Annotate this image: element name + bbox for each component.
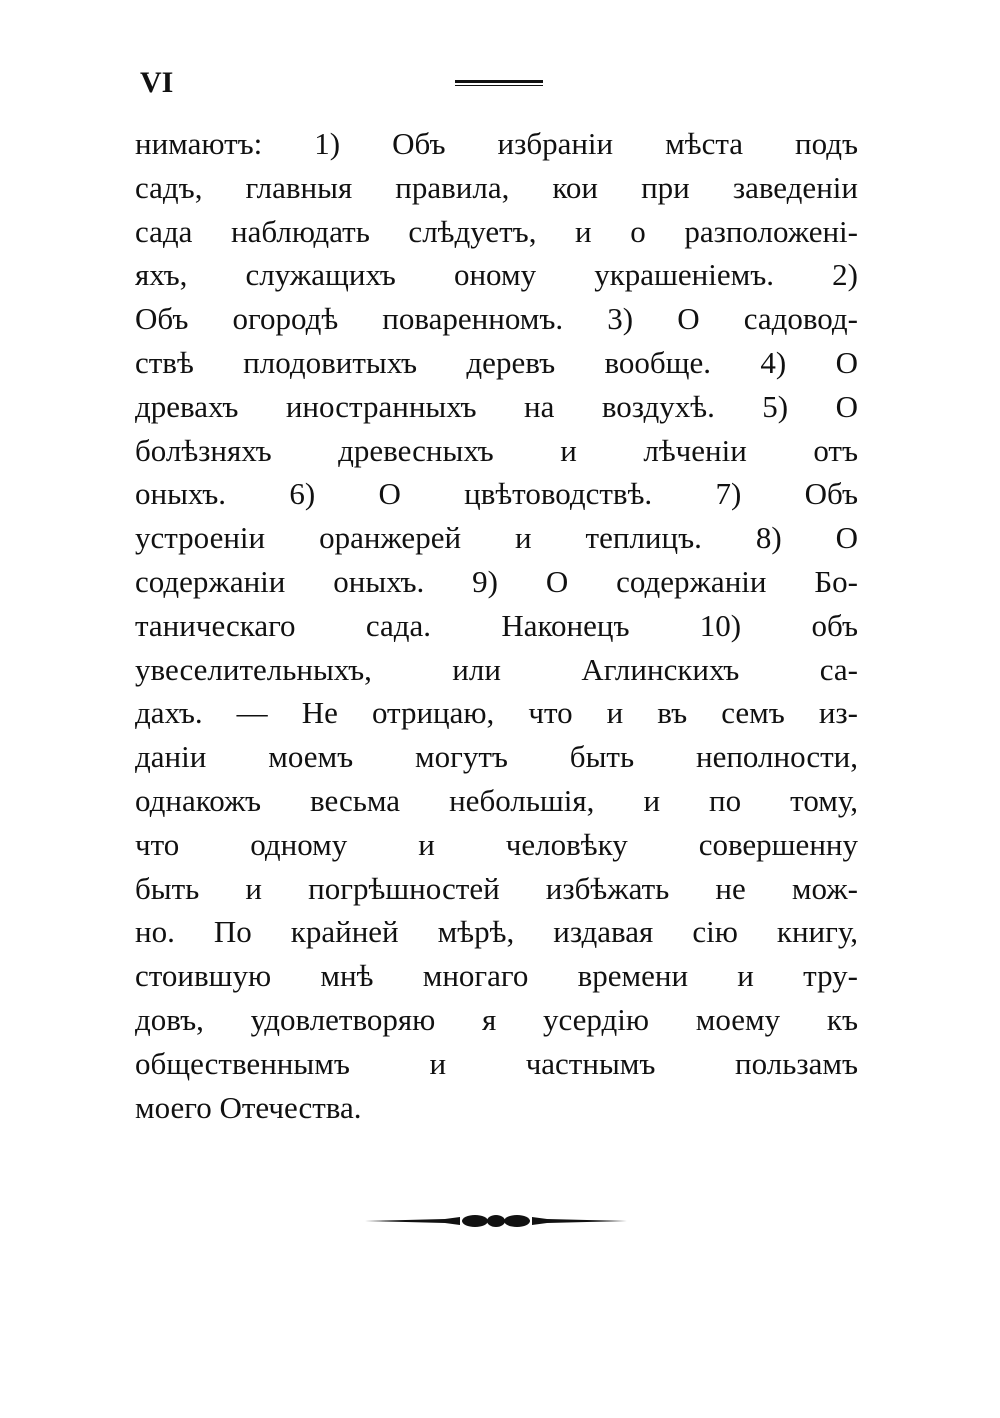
text-line: моего Отечества. (135, 1089, 362, 1125)
tailpiece-ornament (365, 1212, 627, 1230)
text-line: Объ огородѣ поваренномъ. 3) О садовод- (135, 301, 858, 337)
text-line: нимаютъ: 1) Объ избраніи мѣста подъ (135, 126, 858, 161)
text-line: дахъ. — Не отрицаю, что и въ семъ из- (135, 695, 858, 731)
text-line: стоившую мнѣ многаго времени и тру- (135, 958, 858, 994)
text-line: древахъ иностранныхъ на воздухѣ. 5) О (135, 388, 858, 424)
text-line: даніи моемъ могутъ быть неполности, (135, 739, 858, 775)
header-rule (455, 80, 543, 88)
text-line: быть и погрѣшностей избѣжать не мож- (135, 870, 858, 906)
text-line: оныхъ. 6) О цвѣтоводствѣ. 7) Объ (135, 476, 858, 512)
text-line: содержаніи оныхъ. 9) О содержаніи Бо- (135, 563, 858, 599)
text-line: что одному и человѣку совершенну (135, 826, 858, 862)
text-line: но. По крайней мѣрѣ, издавая сію книгу, (135, 914, 858, 950)
text-line: таническаго сада. Наконецъ 10) объ (135, 607, 858, 643)
body-text (135, 122, 858, 1129)
text-line: увеселительныхъ, или Аглинскихъ са- (135, 651, 858, 687)
text-line: садъ, главныя правила, кои при заведеніи (135, 169, 858, 205)
text-line: ствѣ плодовитыхъ деревъ вообще. 4) О (135, 344, 858, 380)
text-line: болѣзняхъ древесныхъ и лѣченіи отъ (135, 432, 858, 468)
text-line: сада наблюдать слѣдуетъ, и о разположені- (135, 213, 858, 249)
text-line: яхъ, служащихъ оному украшеніемъ. 2) (135, 257, 858, 293)
text-line: однакожъ весьма небольшія, и по тому, (135, 782, 858, 818)
text-line: устроеніи оранжерей и теплицъ. 8) О (135, 520, 858, 556)
text-line: общественнымъ и частнымъ пользамъ (135, 1045, 858, 1081)
page-number: VI (140, 66, 174, 99)
text-line: довъ, удовлетворяю я усердію моему къ (135, 1001, 858, 1037)
